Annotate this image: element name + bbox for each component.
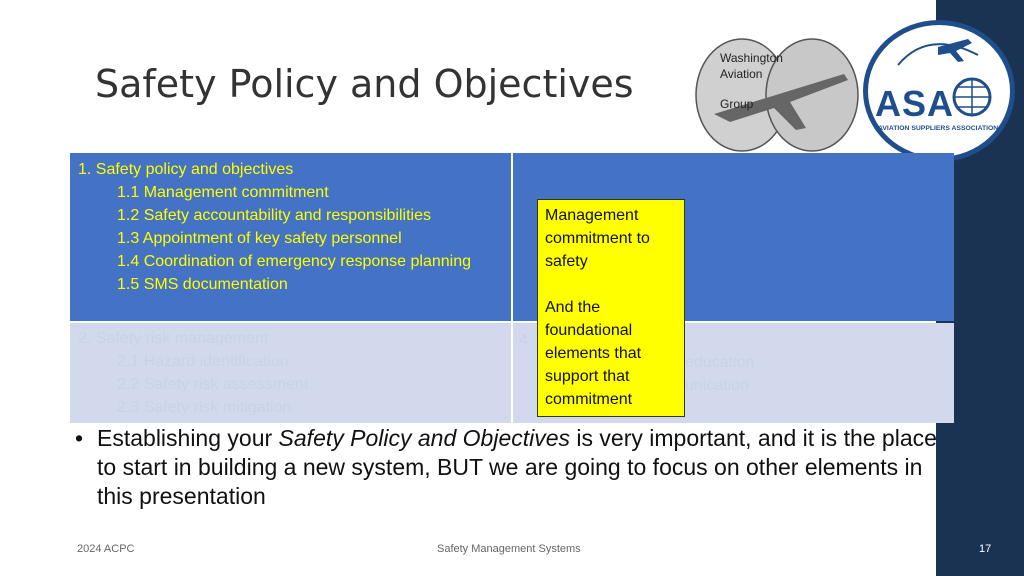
callout-line1: Management commitment to safety bbox=[545, 207, 650, 270]
wag-line2: Aviation bbox=[720, 67, 763, 81]
list-item: 2.3 Safety risk mitigation bbox=[117, 399, 292, 416]
list-item: education bbox=[685, 354, 755, 371]
asa-logo bbox=[863, 20, 1015, 162]
bullet-icon: • bbox=[75, 425, 84, 451]
list-item: 1.2 Safety accountability and responsibilities bbox=[117, 207, 431, 224]
cell-heading: 4. bbox=[519, 332, 533, 349]
table-cell-safety-policy bbox=[70, 153, 511, 321]
washington-aviation-group-logo bbox=[694, 36, 860, 154]
slide-title: Safety Policy and Objectives bbox=[95, 62, 634, 106]
footer-title: Safety Management Systems bbox=[437, 543, 581, 555]
callout-line2: And the foundational elements that support that commitment bbox=[545, 299, 642, 408]
footer-date: 2024 ACPC bbox=[77, 543, 135, 555]
bullet-pre: Establishing your bbox=[97, 425, 279, 451]
asa-caption: AVIATION SUPPLIERS ASSOCIATION bbox=[878, 125, 999, 132]
asa-letters: ASA bbox=[875, 83, 955, 124]
cell-heading: 1. Safety policy and objectives bbox=[78, 161, 294, 178]
bullet-emphasis: Safety Policy and Objectives bbox=[278, 425, 571, 451]
cell-heading: 2. Safety risk management bbox=[78, 330, 269, 347]
list-item: 1.1 Management commitment bbox=[117, 184, 329, 201]
list-item: 2.1 Hazard identification bbox=[117, 353, 289, 370]
list-item: 1.4 Coordination of emergency response planning bbox=[117, 253, 472, 270]
table-cell-risk-management bbox=[70, 323, 511, 423]
list-item: 1.5 SMS documentation bbox=[117, 276, 288, 293]
list-item: unication bbox=[685, 377, 750, 394]
bullet-point bbox=[75, 424, 955, 511]
page-number: 17 bbox=[979, 543, 992, 555]
wag-line3: Group bbox=[720, 97, 754, 111]
list-item: 2.2 Safety risk assessment bbox=[117, 376, 309, 393]
wag-line1: Washington bbox=[720, 51, 783, 65]
sms-elements-table bbox=[70, 153, 954, 423]
list-item: 1.3 Appointment of key safety personnel bbox=[117, 230, 402, 247]
bullet-text bbox=[97, 424, 955, 511]
bullet-post: is very important, and it is the place to start in building a new system, BUT we are going to focus on other elements in this presentation bbox=[97, 425, 937, 509]
callout-box bbox=[537, 199, 685, 417]
